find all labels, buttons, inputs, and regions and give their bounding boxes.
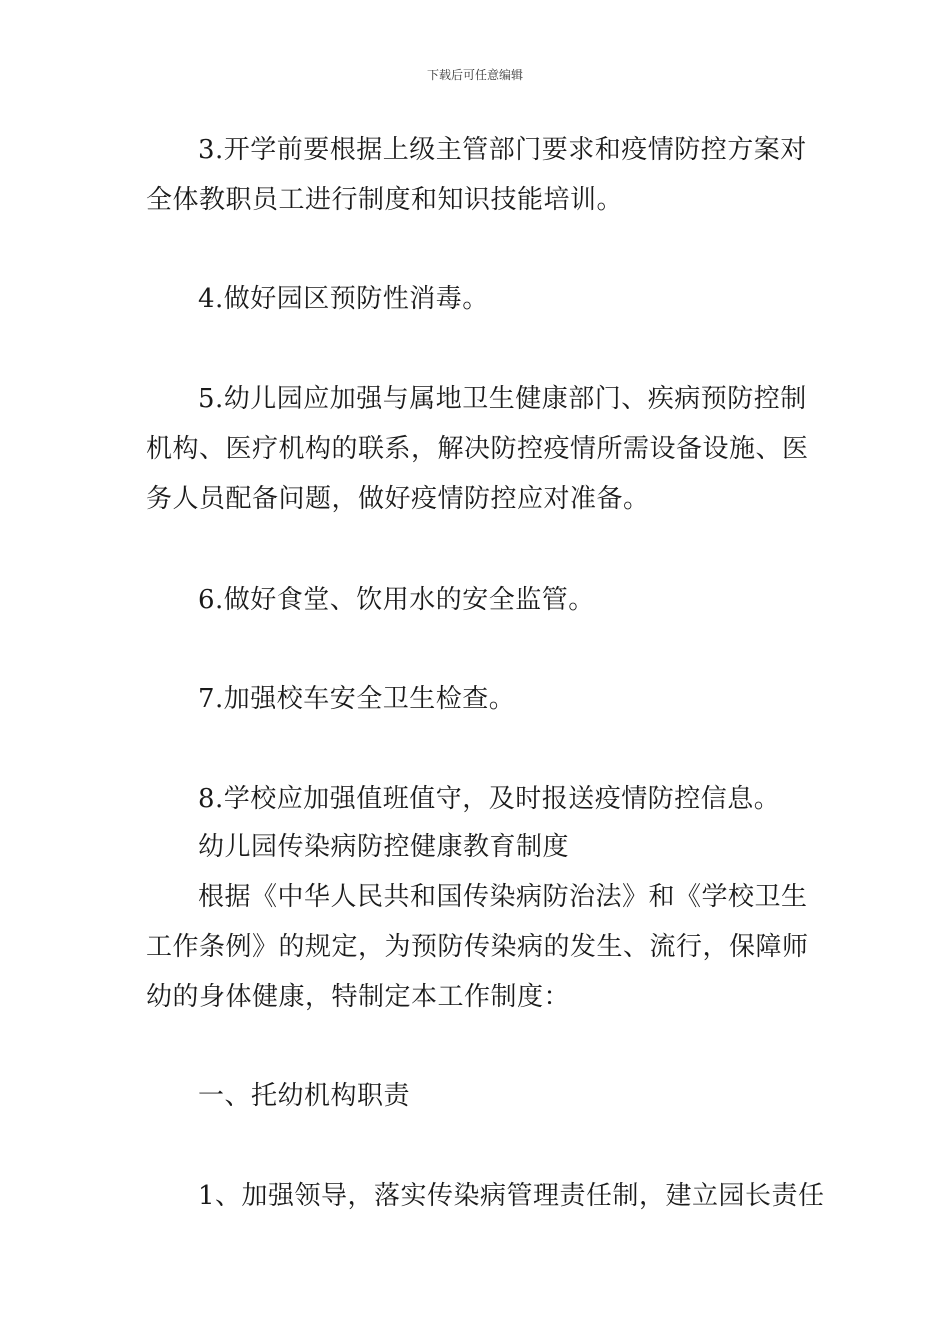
intro-paragraph-line-1: 根据《中华人民共和国传染病防治法》和《学校卫生 [198,882,808,912]
paragraph-5-line-1: 5.幼儿园应加强与属地卫生健康部门、疾病预防控制 [198,384,807,414]
paragraph-3-line-1: 3.开学前要根据上级主管部门要求和疫情防控方案对 [198,135,807,165]
paragraph-8-line-1: 8.学校应加强值班值守，及时报送疫情防控信息。 [198,784,781,814]
paragraph-7-line-1: 7.加强校车安全卫生检查。 [198,684,516,714]
section-title: 幼儿园传染病防控健康教育制度 [198,832,570,862]
intro-paragraph-line-3: 幼的身体健康，特制定本工作制度： [146,982,571,1012]
intro-paragraph-line-2: 工作条例》的规定，为预防传染病的发生、流行，保障师 [146,932,809,962]
paragraph-5-line-3: 务人员配备问题，做好疫情防控应对准备。 [146,484,650,514]
duty-1-line-1: 1、加强领导，落实传染病管理责任制，建立园长责任 [198,1181,825,1211]
paragraph-6-line-1: 6.做好食堂、饮用水的安全监管。 [198,585,595,615]
heading-institution-duties: 一、托幼机构职责 [198,1081,411,1111]
paragraph-5-line-2: 机构、医疗机构的联系，解决防控疫情所需设备设施、医 [146,434,809,464]
page-header-note: 下载后可任意编辑 [426,68,523,82]
paragraph-4-line-1: 4.做好园区预防性消毒。 [198,284,489,314]
paragraph-3-line-2: 全体教职员工进行制度和知识技能培训。 [146,185,624,215]
